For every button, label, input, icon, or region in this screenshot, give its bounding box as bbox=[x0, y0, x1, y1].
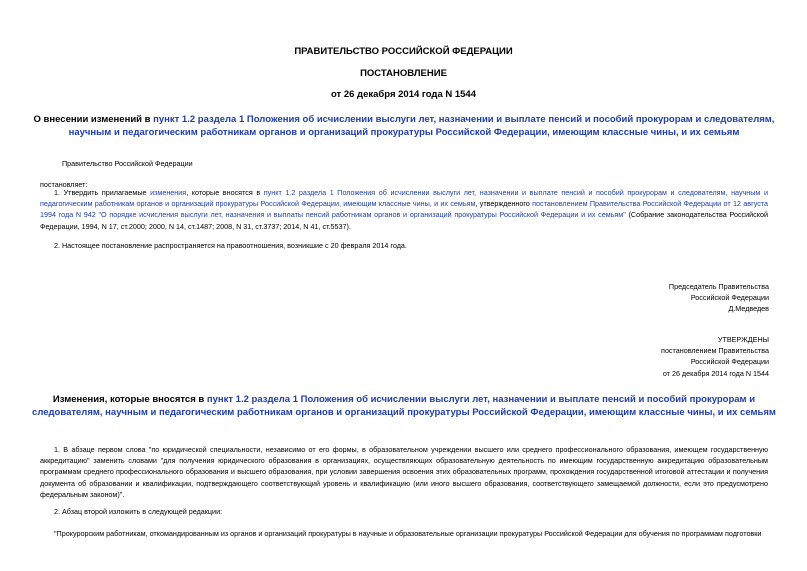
approval-line-4: от 26 декабря 2014 года N 1544 bbox=[662, 368, 769, 378]
approval-block bbox=[661, 334, 769, 379]
signature-org: Российской Федерации bbox=[690, 293, 769, 303]
item1-mid1: , которые вносятся в bbox=[186, 188, 264, 197]
title-prefix: О внесении изменений в bbox=[33, 114, 154, 125]
government-text: Правительство Российской Федерации bbox=[62, 159, 193, 168]
changes-title-link[interactable]: пункт 1.2 раздела 1 Положения об исчислении выслуги лет, назначении и выплате пенсий и пособий прокурорам и следователям, научным и педагогическим работникам органов и организаций прокуратуры Российской Федерации, имеющим классные чины, и их семьям bbox=[32, 394, 776, 418]
item1-mid2: , утвержденного bbox=[475, 199, 533, 209]
resolution-942-link[interactable]: постановлением Правительства Российской Федерации от 12 августа 1994 года N 942 "О порядке исчисления выслуги лет, назначения и выплаты пенсий работникам органов и организаций прокуратуры Российской Федерации и их семьям" bbox=[40, 199, 769, 220]
change-item-1: 1. В абзаце первом слова "по юридической специальности, независимо от его формы, в образовательном учреждении высшего или среднего профессионального образования, имеющем государственную аккредитацию" заменить словами "для получения юридического образования в организациях, осуществляющих образовательную деятельность по имеющим государственную аккредитацию образовательным программам среднего профессионального образования и высшего образования, при условии завершения освоения этих образовательных программ, прохождения государственной итоговой аттестации и получения документа об образовании и квалификации, подтверждающего соответствующий уровень и квалификацию (или иного высшего образования, соответствующего замещаемой должности, если это предусмотрено федеральным законом)". bbox=[40, 445, 768, 499]
approval-line-2: постановлением Правительства bbox=[661, 346, 769, 356]
decree-item-2: 2. Настоящее постановление распространяется на правоотношения, возникшие с 20 февраля 2014 года. bbox=[54, 241, 407, 250]
signature-block bbox=[669, 281, 769, 315]
document-title bbox=[24, 113, 784, 139]
document-date-number: от 26 декабря 2014 года N 1544 bbox=[330, 89, 476, 100]
changes-title bbox=[24, 393, 784, 419]
change-item-2: 2. Абзац второй изложить в следующей редакции: bbox=[54, 507, 223, 516]
item1-start: 1. Утвердить прилагаемые bbox=[54, 188, 151, 197]
approval-heading: УТВЕРЖДЕНЫ bbox=[717, 335, 769, 344]
decides-text: постановляет: bbox=[40, 180, 88, 189]
item1-end: (Собрание законодательства Российской Федерации, 1994, N 17, ст.2000; 2000, N 14, ст.1487; 2008, N 31, ст.3737; 2014, N 41, ст.5537). bbox=[40, 210, 769, 231]
regulation-link[interactable]: пункт 1.2 раздела 1 Положения об исчислении выслуги лет, назначении и выплате пенсий и пособий прокурорам и следователям, научным и педагогическим работникам органов и организаций прокуратуры Российской Федерации, имеющим классные чины, и их семьям bbox=[40, 188, 768, 209]
changes-title-prefix: Изменения, которые вносятся в bbox=[52, 394, 207, 405]
government-heading: ПРАВИТЕЛЬСТВО РОССИЙСКОЙ ФЕДЕРАЦИИ bbox=[294, 46, 513, 57]
changes-link[interactable]: изменения bbox=[150, 188, 187, 197]
title-link[interactable]: пункт 1.2 раздела 1 Положения об исчислении выслуги лет, назначении и выплате пенсий и пособий прокурорам и следователям, научным и педагогическим работникам органов и организаций прокуратуры Российской Федерации, имеющим классные чины, и их семьям bbox=[68, 114, 775, 138]
signature-position: Председатель Правительства bbox=[668, 282, 769, 291]
decree-item-1 bbox=[40, 187, 768, 232]
approval-line-3: Российской Федерации bbox=[690, 357, 769, 367]
signature-name: Д.Медведев bbox=[728, 304, 769, 314]
document-type: ПОСТАНОВЛЕНИЕ bbox=[360, 68, 447, 79]
change-item-3: "Прокурорским работникам, откомандированным из органов и организаций прокуратуры в научные и образовательные организации прокуратуры Российской Федерации для обучения по программам подготовки bbox=[54, 529, 762, 538]
